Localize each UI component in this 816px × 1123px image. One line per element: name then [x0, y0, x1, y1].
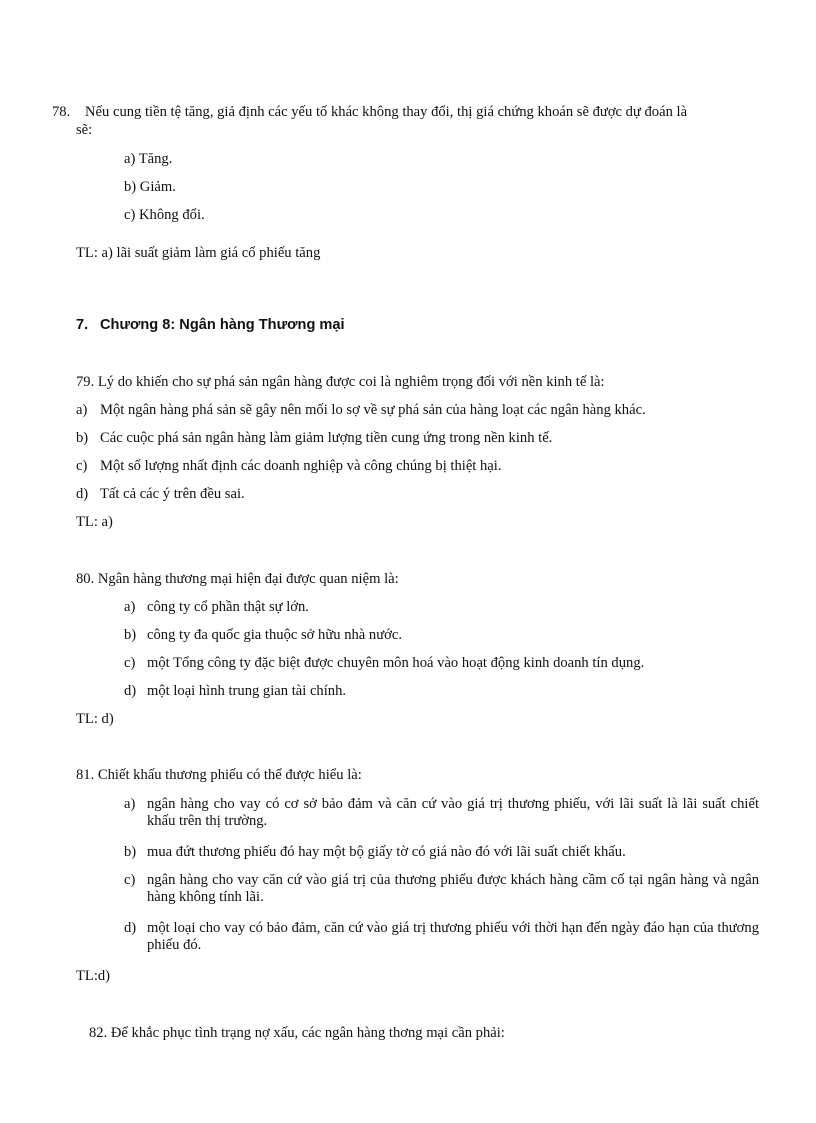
q82-question: 82. Để khắc phục tình trạng nợ xấu, các ngân hàng thơng mại cần phải:	[89, 1025, 505, 1041]
q81-option-a-label: a)	[124, 796, 136, 812]
q79-option-b-text: Các cuộc phá sản ngân hàng làm giảm lượng tiền cung ứng trong nền kinh tế.	[100, 430, 553, 446]
q80-option-b-label: b)	[124, 627, 137, 643]
q79-option-c-text: Một số lượng nhất định các doanh nghiệp và công chúng bị thiệt hại.	[100, 458, 502, 474]
q81-option-a-text: ngân hàng cho vay có cơ sở bảo đảm và căn cứ vào giá trị thương phiếu, với lãi suất là lãi suất chiết khấu trên thị trường.	[147, 796, 759, 829]
q78-answer: TL: a) lãi suất giảm làm giá cổ phiếu tăng	[76, 245, 321, 261]
q78-option-c: c) Không đổi.	[124, 207, 205, 223]
q81-question: 81. Chiết khấu thương phiếu có thể được hiểu là:	[76, 767, 362, 783]
q81-option-b-label: b)	[124, 844, 137, 860]
q80-question: 80. Ngân hàng thương mại hiện đại được quan niệm là:	[76, 571, 399, 587]
section-number: 7.	[76, 317, 89, 333]
q80-option-a-label: a)	[124, 599, 136, 615]
q79-option-b-label: b)	[76, 430, 89, 446]
q80-option-d-label: d)	[124, 683, 137, 699]
q78-option-a: a) Tăng.	[124, 151, 173, 167]
q80-answer: TL: d)	[76, 711, 114, 727]
q78-option-b: b) Giảm.	[124, 179, 176, 195]
q79-question: 79. Lý do khiến cho sự phá sản ngân hàng được coi là nghiêm trọng đối với nền kinh tế là:	[76, 374, 605, 390]
q80-option-b-text: công ty đa quốc gia thuộc sở hữu nhà nước.	[147, 627, 402, 643]
q79-option-d-label: d)	[76, 486, 89, 502]
section-title: Chương 8: Ngân hàng Thương mại	[100, 317, 345, 333]
q79-option-a-label: a)	[76, 402, 88, 418]
q79-option-d-text: Tất cả các ý trên đều sai.	[100, 486, 245, 502]
q80-option-c-label: c)	[124, 655, 136, 671]
q80-option-c-text: một Tổng công ty đặc biệt được chuyên môn hoá vào hoạt động kinh doanh tín dụng.	[147, 655, 645, 671]
q78-question-line1: Nếu cung tiền tệ tăng, giả định các yếu tố khác không thay đổi, thị giá chứng khoán sẽ được dự đoán là	[85, 104, 688, 120]
q80-option-d-text: một loại hình trung gian tài chính.	[147, 683, 347, 699]
q81-answer: TL:d)	[76, 968, 111, 984]
q81-option-b-text: mua đứt thương phiếu đó hay một bộ giấy tờ có giá nào đó với lãi suất chiết khấu.	[147, 844, 626, 860]
q81-option-d-label: d)	[124, 920, 137, 936]
q79-option-a-text: Một ngân hàng phá sản sẽ gây nên mối lo sợ về sự phá sản của hàng loạt các ngân hàng khác.	[100, 402, 646, 418]
q78-question-line2: sẽ:	[76, 122, 93, 138]
q81-option-c-text: ngân hàng cho vay căn cứ vào giá trị của thương phiếu được khách hàng cầm cố tại ngân hàng và ngân hàng không tính lãi.	[147, 872, 759, 905]
q79-answer: TL: a)	[76, 514, 113, 530]
q79-option-c-label: c)	[76, 458, 88, 474]
q81-option-d-text: một loại cho vay có bảo đảm, căn cứ vào giá trị thương phiếu với thời hạn đến ngày đáo hạn của thương phiếu đó.	[147, 920, 759, 953]
q81-option-c-label: c)	[124, 872, 136, 888]
q78-number: 78.	[52, 104, 71, 120]
q80-option-a-text: công ty cổ phần thật sự lớn.	[147, 599, 309, 615]
